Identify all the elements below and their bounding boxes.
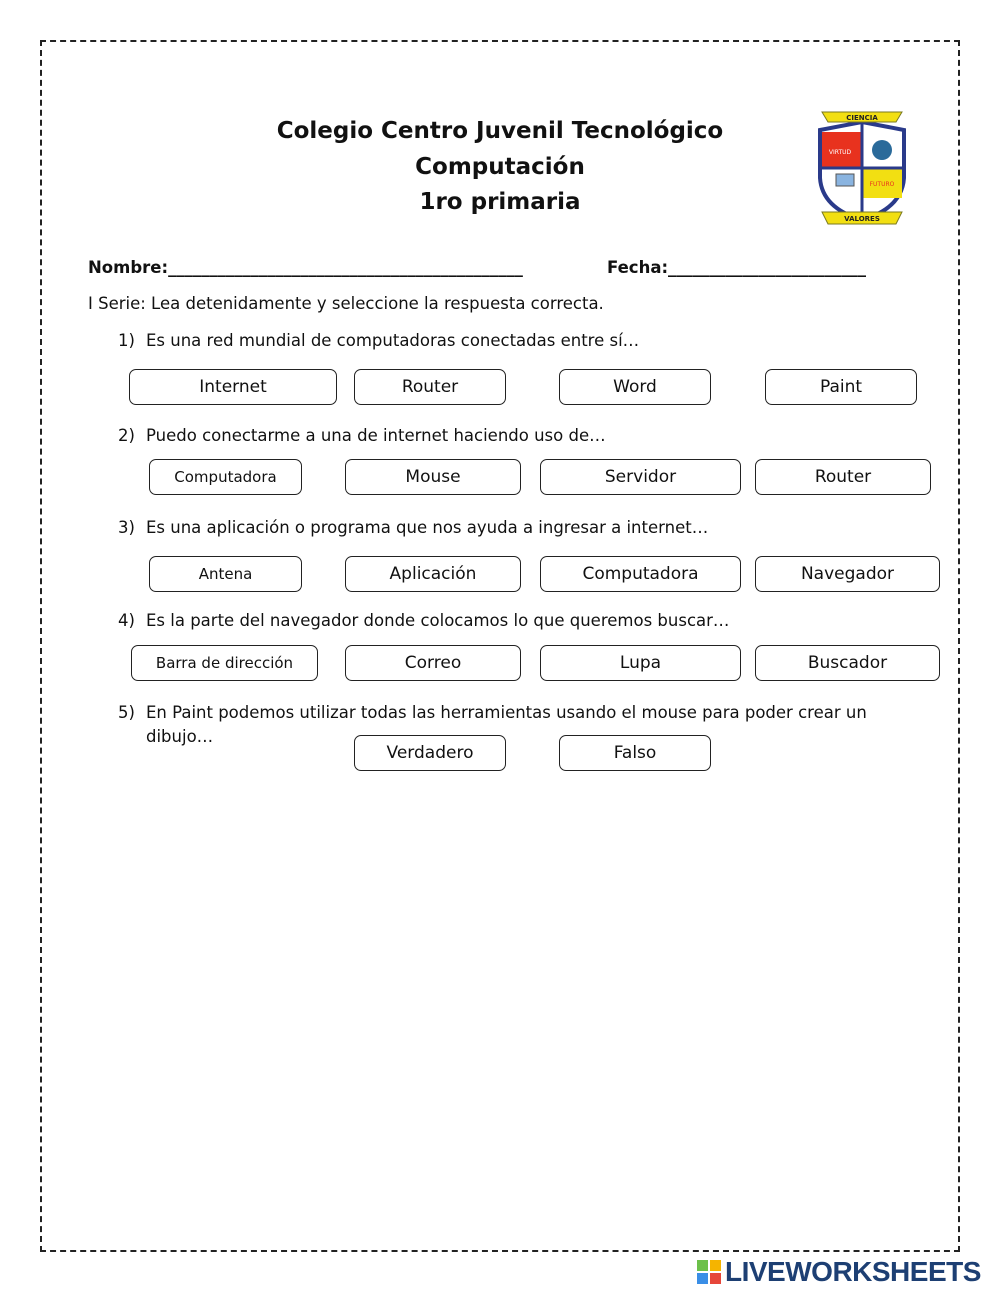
question-number: 1) bbox=[118, 331, 135, 350]
option-button[interactable]: Lupa bbox=[540, 645, 741, 681]
option-button[interactable]: Navegador bbox=[755, 556, 940, 592]
question-text: En Paint podemos utilizar todas las herramientas usando el mouse para poder crear un bbox=[146, 703, 867, 722]
school-title: Colegio Centro Juvenil Tecnológico bbox=[276, 118, 724, 144]
option-button[interactable]: Falso bbox=[559, 735, 711, 771]
option-button[interactable]: Computadora bbox=[149, 459, 302, 495]
question-text: Es una aplicación o programa que nos ayuda a ingresar a internet… bbox=[146, 518, 709, 537]
logo-ciencia: CIENCIA bbox=[846, 114, 878, 122]
option-button[interactable]: Buscador bbox=[755, 645, 940, 681]
name-field: Nombre:___________________________________________ bbox=[88, 258, 523, 277]
option-button[interactable]: Verdadero bbox=[354, 735, 506, 771]
svg-text:VIRTUD: VIRTUD bbox=[828, 149, 852, 156]
live-logo-icon bbox=[697, 1260, 721, 1284]
instructions: I Serie: Lea detenidamente y seleccione la respuesta correcta. bbox=[88, 294, 604, 313]
option-button[interactable]: Servidor bbox=[540, 459, 741, 495]
date-field: Fecha:________________________ bbox=[607, 258, 867, 277]
question-number: 3) bbox=[118, 518, 135, 537]
question-number: 5) bbox=[118, 703, 135, 722]
liveworksheets-watermark bbox=[697, 1256, 981, 1288]
option-button[interactable]: Aplicación bbox=[345, 556, 521, 592]
school-crest-logo bbox=[812, 108, 912, 226]
svg-text:VALORES: VALORES bbox=[844, 215, 880, 223]
option-button[interactable]: Router bbox=[755, 459, 931, 495]
subject-title: Computación bbox=[415, 154, 585, 180]
question-text-continued: dibujo… bbox=[146, 727, 214, 746]
watermark-text: LIVEWORKSHEETS bbox=[725, 1256, 981, 1287]
option-button[interactable]: Router bbox=[354, 369, 506, 405]
question-text: Es la parte del navegador donde colocamos lo que queremos buscar… bbox=[146, 611, 730, 630]
question-text: Puedo conectarme a una de internet haciendo uso de… bbox=[146, 426, 606, 445]
option-button[interactable]: Computadora bbox=[540, 556, 741, 592]
question-number: 4) bbox=[118, 611, 135, 630]
option-button[interactable]: Paint bbox=[765, 369, 917, 405]
option-button[interactable]: Correo bbox=[345, 645, 521, 681]
option-button[interactable]: Mouse bbox=[345, 459, 521, 495]
question-text: Es una red mundial de computadoras conectadas entre sí… bbox=[146, 331, 640, 350]
option-button[interactable]: Antena bbox=[149, 556, 302, 592]
option-button[interactable]: Internet bbox=[129, 369, 337, 405]
option-button[interactable]: Word bbox=[559, 369, 711, 405]
question-number: 2) bbox=[118, 426, 135, 445]
grade-title: 1ro primaria bbox=[419, 189, 581, 215]
option-button[interactable]: Barra de dirección bbox=[131, 645, 318, 681]
svg-text:FUTURO: FUTURO bbox=[869, 181, 895, 188]
